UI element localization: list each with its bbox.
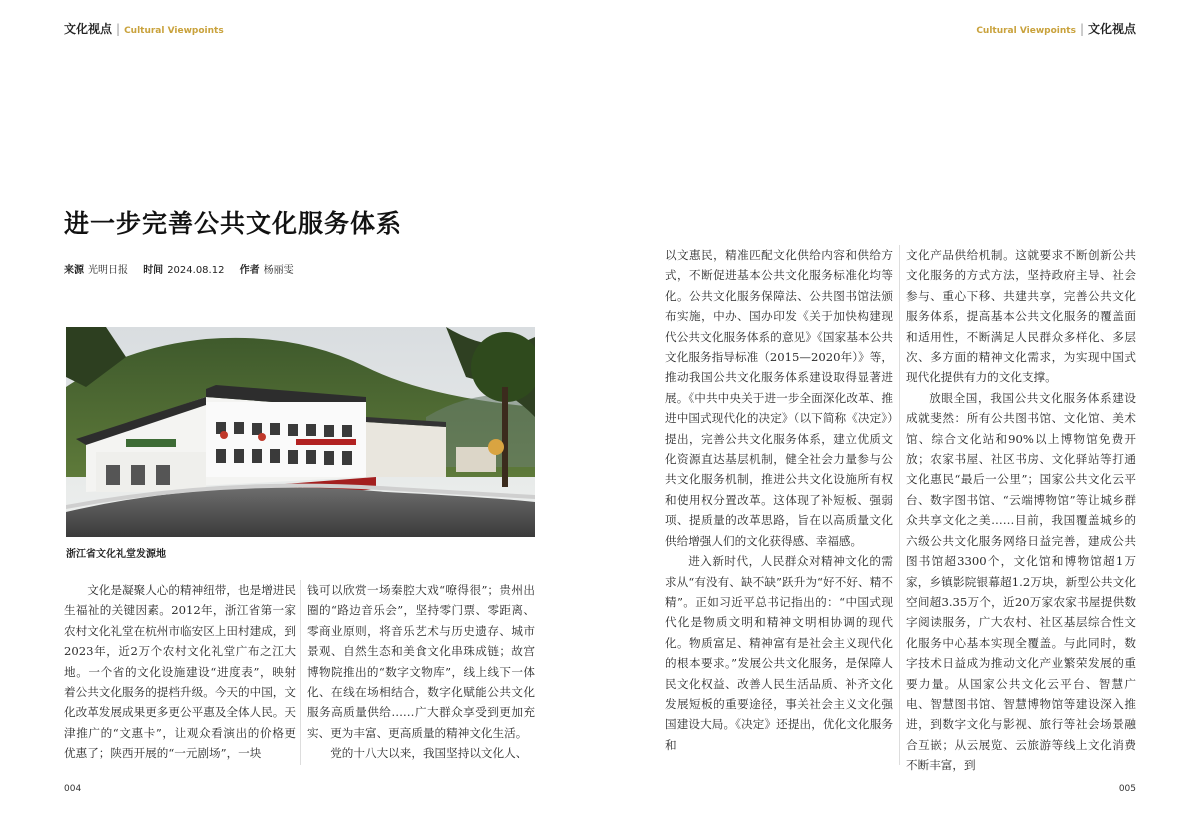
author-label: 作者 <box>239 265 260 276</box>
page-number-left: 004 <box>64 784 82 794</box>
article-photo <box>66 327 535 537</box>
author-value: 杨丽雯 <box>263 265 294 276</box>
header-right-cn: 文化视点 <box>1087 22 1136 36</box>
page-number-right: 005 <box>1118 784 1136 794</box>
paragraph: 放眼全国，我国公共文化服务体系建设成就斐然：所有公共图书馆、文化馆、美术馆、综合文化站和90%以上博物馆免费开放；农家书屋、社区书房、文化驿站等打通文化惠民“最后一公里”；国家公共文化云平台、数字图书馆、“云端博物馆”等让城乡群众共享文化之美……目前，我国覆盖城乡的六级公共文化服务网络日益完善，建成公共图书馆超3300个，文化馆和博物馆超1万家，乡镇影院银幕超1.2万块，新型公共文化空间超3.35万个，近20万家农家书屋提供数字阅读服务，广大农村、社区基层综合性文化服务中心基本实现全覆盖。与此同时，数字技术日益成为推动文化产业繁荣发展的重要力量。从国家公共文化云平台、智慧广电、智慧图书馆、智慧博物馆等建设深入推进，到数字文化与影视、旅行等社会场景融合互嵌；从云展览、云旅游等线上文化消费不断丰富，到 <box>906 390 1136 773</box>
paragraph: 钱可以欣赏一场秦腔大戏“嘹得很”；贵州出圈的“路边音乐会”，坚持零门票、零距离、零商业原则，将音乐艺术与历史遗存、城市景观、自然生态和美食文化串珠成链；故宫博物院推出的“数字文物库”，线上线下一体化、在线在场相结合，数字化赋能公共文化服务高质量供给……广大群众享受到更加充实、更为丰富、更高质量的精神文化生活。 <box>307 583 535 740</box>
header-right-sep: | <box>1079 22 1084 36</box>
body-column-1 <box>64 580 296 764</box>
header-left-cn: 文化视点 <box>64 22 113 36</box>
header-right-en: Cultural Viewpoints <box>976 26 1076 36</box>
article-meta <box>64 261 306 276</box>
column-divider <box>899 245 900 765</box>
source-value: 光明日报 <box>88 265 128 276</box>
photo-caption: 浙江省文化礼堂发源地 <box>66 549 166 560</box>
running-header-right <box>976 20 1136 37</box>
source-label: 来源 <box>64 265 84 276</box>
paragraph: 文化是凝聚人心的精神纽带，也是增进民生福祉的关键因素。2012年，浙江省第一家农村文化礼堂在杭州市临安区上田村建成，到2023年，近2万个农村文化礼堂广布之江大地。一个省的文化设施建设“进度表”，映射着公共文化服务的提档升级。今天的中国，文化改革发展成果更多更公平惠及全体人民。天津推广的“文惠卡”，让观众看演出的价格更优惠了；陕西开展的“一元剧场”，一块 <box>64 583 296 761</box>
paragraph: 党的十八大以来，我国坚持以文化人、 <box>330 746 528 761</box>
cultural-hall-illustration <box>66 327 535 537</box>
body-column-2 <box>307 580 535 764</box>
time-value: 2024.08.12 <box>167 265 225 276</box>
header-left-sep: | <box>116 22 121 36</box>
article-title: 进一步完善公共文化服务体系 <box>64 209 403 238</box>
time-label: 时间 <box>143 265 164 276</box>
column-divider <box>300 580 301 765</box>
body-column-4 <box>906 245 1136 776</box>
paragraph: 文化产品供给机制。这就要求不断创新公共文化服务的方式方法，坚持政府主导、社会参与、重心下移、共建共享，完善公共文化服务体系，提高基本公共文化服务的覆盖面和适用性，不断满足人民群众多样化、多层次、多方面的精神文化需求，为实现中国式现代化提供有力的文化支撑。 <box>906 248 1136 385</box>
paragraph: 进入新时代，人民群众对精神文化的需求从“有没有、缺不缺”跃升为“好不好、精不精”。正如习近平总书记指出的：“中国式现代化是物质文明和精神文明相协调的现代化。物质富足、精神富有是社会主义现代化的根本要求。”发展公共文化服务，是保障人民文化权益、改善人民生活品质、补齐文化发展短板的重要途径，事关社会主义文化强国建设大局。《决定》还提出，优化文化服务和 <box>665 554 893 752</box>
running-header-left <box>64 20 224 37</box>
paragraph: 以文惠民，精准匹配文化供给内容和供给方式，不断促进基本公共文化服务标准化均等化。公共文化服务保障法、公共图书馆法颁布实施，中办、国办印发《关于加快构建现代公共文化服务体系的意见》《国家基本公共文化服务指导标准（2015—2020年）》等，推动我国公共文化服务体系建设取得显著进展。《中共中央关于进一步全面深化改革、推进中国式现代化的决定》（以下简称《决定》）提出，完善公共文化服务体系，建立优质文化资源直达基层机制，健全社会力量参与公共文化服务机制，推进公共文化设施所有权和使用权分置改革。这体现了补短板、强弱项、提质量的改革思路，旨在以高质量文化供给增强人们的文化获得感、幸福感。 <box>665 248 893 548</box>
header-left-en: Cultural Viewpoints <box>124 26 224 36</box>
body-column-3 <box>665 245 893 755</box>
